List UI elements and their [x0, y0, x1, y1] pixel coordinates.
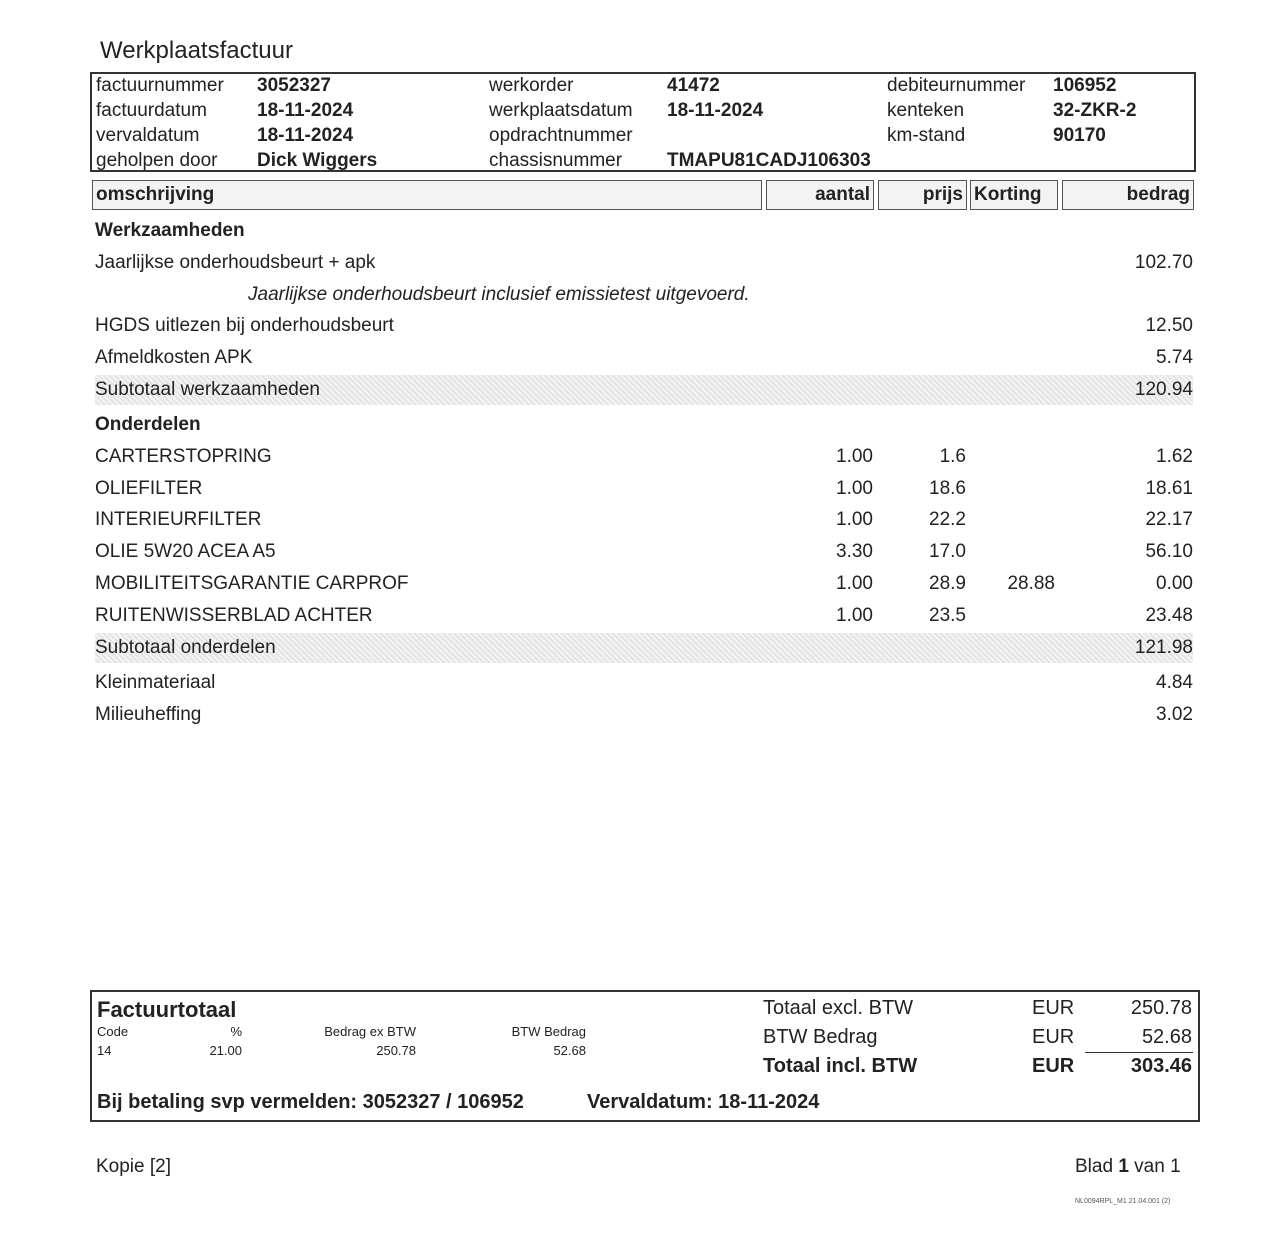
line-item [95, 442, 1193, 472]
header-value: 18-11-2024 [667, 100, 764, 121]
vat-ex-header: Bedrag ex BTW [324, 1024, 416, 1039]
total-currency: EUR [1032, 1026, 1075, 1048]
payment-due-date: Vervaldatum: 18-11-2024 [587, 1091, 820, 1113]
invoice-header-box [90, 72, 1196, 172]
description: MOBILITEITSGARANTIE CARPROF [95, 573, 409, 594]
price: 17.0 [929, 541, 966, 562]
totals-heading: Factuurtotaal [97, 997, 237, 1022]
header-value: 41472 [667, 75, 720, 96]
header-value: 106952 [1053, 75, 1117, 96]
vat-code: 14 [97, 1043, 112, 1058]
line-item [95, 311, 1193, 341]
price: 22.2 [929, 509, 966, 530]
section-heading [95, 410, 1193, 440]
price: 18.6 [929, 478, 966, 499]
vat-code-header: Code [97, 1024, 129, 1039]
form-code: NL0094RPL_M1 21.04.001 (2) [1075, 1198, 1171, 1205]
page-suffix: van 1 [1128, 1156, 1181, 1177]
col-omschrijving: omschrijving [92, 180, 762, 210]
amount: 18.61 [1145, 478, 1193, 499]
quantity: 1.00 [836, 509, 873, 530]
header-value: 32-ZKR-2 [1053, 100, 1137, 121]
vat-amount: 52.68 [553, 1043, 586, 1058]
vat-ex: 250.78 [376, 1043, 416, 1058]
note-row [95, 280, 1193, 310]
description: Kleinmateriaal [95, 672, 216, 693]
quantity: 1.00 [836, 605, 873, 626]
header-value: 90170 [1053, 125, 1106, 146]
header-label: werkorder [489, 75, 574, 96]
total-value: 52.68 [1141, 1026, 1192, 1048]
discount: 28.88 [1007, 573, 1055, 594]
page-indicator [1075, 1156, 1181, 1178]
subtotal-row [95, 633, 1193, 663]
description: Afmeldkosten APK [95, 347, 253, 368]
description: Subtotaal werkzaamheden [95, 379, 320, 400]
total-value: 303.46 [1130, 1055, 1192, 1077]
col-aantal: aantal [766, 180, 874, 210]
line-item [95, 505, 1193, 535]
header-value: 18-11-2024 [257, 100, 354, 121]
vat-pct-header: % [230, 1024, 242, 1039]
amount: 0.00 [1156, 573, 1193, 594]
col-prijs: prijs [878, 180, 967, 210]
page-number: 1 [1118, 1156, 1129, 1177]
line-item [95, 537, 1193, 567]
document-title: Werkplaatsfactuur [100, 37, 293, 64]
line-item [95, 248, 1193, 278]
quantity: 3.30 [836, 541, 873, 562]
amount: 22.17 [1145, 509, 1193, 530]
line-item [95, 700, 1193, 730]
description: Subtotaal onderdelen [95, 637, 276, 658]
line-item [95, 569, 1193, 599]
description: INTERIEURFILTER [95, 509, 262, 530]
header-value: TMAPU81CADJ106303 [667, 150, 871, 171]
description: Onderdelen [95, 414, 201, 435]
amount: 1.62 [1156, 446, 1193, 467]
description: OLIE 5W20 ACEA A5 [95, 541, 276, 562]
vat-amount-header: BTW Bedrag [511, 1024, 586, 1039]
header-label: kenteken [887, 100, 965, 121]
amount: 102.70 [1134, 252, 1193, 273]
description: Werkzaamheden [95, 220, 245, 241]
amount: 120.94 [1134, 379, 1193, 400]
total-label: Totaal excl. BTW [763, 997, 914, 1019]
amount: 4.84 [1156, 672, 1193, 693]
col-bedrag: bedrag [1062, 180, 1194, 210]
header-label: vervaldatum [96, 125, 200, 146]
description: CARTERSTOPRING [95, 446, 272, 467]
amount: 56.10 [1145, 541, 1193, 562]
payment-reference: Bij betaling svp vermelden: 3052327 / 106952 [97, 1091, 524, 1113]
price: 1.6 [939, 446, 966, 467]
header-label: opdrachtnummer [489, 125, 633, 146]
header-value: Dick Wiggers [257, 150, 378, 171]
description: OLIEFILTER [95, 478, 203, 499]
quantity: 1.00 [836, 446, 873, 467]
total-label: Totaal incl. BTW [763, 1055, 918, 1077]
header-value: 3052327 [257, 75, 331, 96]
header-label: factuurnummer [96, 75, 224, 96]
total-currency: EUR [1032, 997, 1075, 1019]
vat-pct: 21.00 [209, 1043, 242, 1058]
header-value: 18-11-2024 [257, 125, 354, 146]
quantity: 1.00 [836, 478, 873, 499]
total-label: BTW Bedrag [763, 1026, 878, 1048]
description: HGDS uitlezen bij onderhoudsbeurt [95, 315, 394, 336]
description: RUITENWISSERBLAD ACHTER [95, 605, 373, 626]
col-korting: Korting [970, 180, 1058, 210]
description: Jaarlijkse onderhoudsbeurt inclusief emissietest uitgevoerd. [248, 284, 750, 305]
amount: 12.50 [1145, 315, 1193, 336]
price: 28.9 [929, 573, 966, 594]
header-label: debiteurnummer [887, 75, 1026, 96]
amount: 23.48 [1145, 605, 1193, 626]
amount: 121.98 [1134, 637, 1193, 658]
header-label: geholpen door [96, 150, 218, 171]
price: 23.5 [929, 605, 966, 626]
line-item [95, 601, 1193, 631]
total-divider [1085, 1052, 1193, 1053]
total-currency: EUR [1032, 1055, 1075, 1077]
page-prefix: Blad [1075, 1156, 1119, 1177]
header-label: km-stand [887, 125, 966, 146]
subtotal-row [95, 375, 1193, 405]
header-label: factuurdatum [96, 100, 207, 121]
section-heading [95, 216, 1193, 246]
amount: 5.74 [1156, 347, 1193, 368]
copy-label: Kopie [2] [96, 1156, 171, 1177]
description: Milieuheffing [95, 704, 202, 725]
header-label: chassisnummer [489, 150, 623, 171]
line-item [95, 668, 1193, 698]
total-value: 250.78 [1130, 997, 1192, 1019]
header-label: werkplaatsdatum [489, 100, 633, 121]
line-item [95, 474, 1193, 504]
line-item [95, 343, 1193, 373]
amount: 3.02 [1156, 704, 1193, 725]
quantity: 1.00 [836, 573, 873, 594]
description: Jaarlijkse onderhoudsbeurt + apk [95, 252, 376, 273]
